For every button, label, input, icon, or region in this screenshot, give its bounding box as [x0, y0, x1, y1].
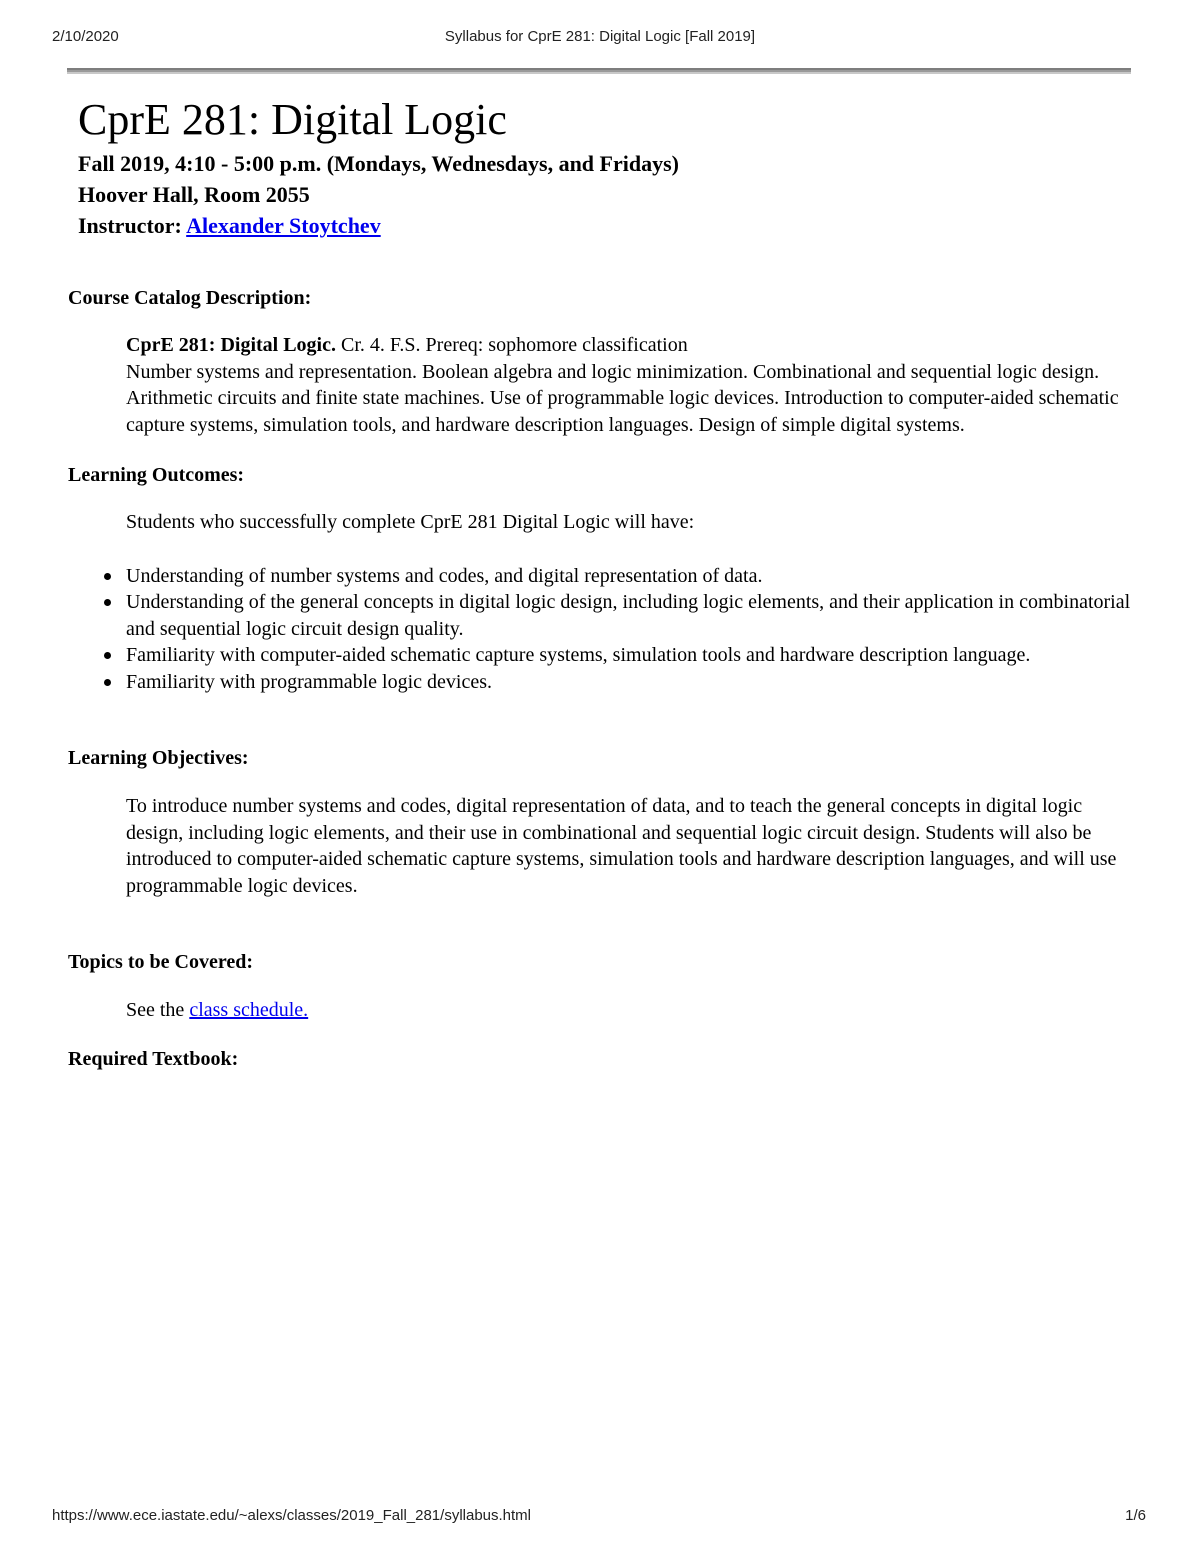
bullet-icon — [104, 679, 111, 686]
catalog-credits: Cr. 4. F.S. Prereq: sophomore classification — [336, 334, 688, 356]
list-item — [126, 589, 1138, 642]
bullet-icon — [104, 573, 111, 580]
outcome-text: Familiarity with programmable logic devices. — [126, 670, 493, 693]
course-instructor — [78, 210, 1138, 241]
course-schedule: Fall 2019, 4:10 - 5:00 p.m. (Mondays, Wednesdays, and Fridays) — [78, 151, 679, 176]
outcome-text: Understanding of the general concepts in digital logic design, including logic elements, and their application in combinatorial and sequential logic circuit design quality. — [126, 591, 1131, 640]
course-title: CprE 281: Digital Logic — [78, 95, 507, 144]
page-number: 1/6 — [1125, 1507, 1146, 1524]
topics-line — [126, 997, 1138, 1024]
outcome-text: Familiarity with computer-aided schematic capture systems, simulation tools and hardware description language. — [126, 644, 1031, 666]
textbook-heading: Required Textbook: — [68, 1047, 239, 1070]
bullet-icon — [104, 599, 111, 606]
topics-prefix: See the — [126, 999, 190, 1021]
bullet-icon — [104, 652, 111, 659]
catalog-heading: Course Catalog Description: — [68, 287, 312, 309]
objectives-text: To introduce number systems and codes, digital representation of data, and to teach the general concepts in digital logic design, including logic elements, and their use in combinational and sequential logic circuit design. Students will also be introduced to computer-aided schematic capture systems, simulation tools and hardware description languages, and will use programmable logic devices. — [126, 795, 1117, 897]
catalog-course-name: CprE 281: Digital Logic. — [126, 334, 336, 356]
print-date: 2/10/2020 — [52, 28, 119, 45]
outcome-text: Understanding of number systems and codes, and digital representation of data. — [126, 564, 763, 587]
syllabus-content — [68, 92, 1138, 1072]
outcomes-heading: Learning Outcomes: — [68, 464, 245, 486]
topics-heading: Topics to be Covered: — [68, 951, 253, 973]
catalog-description-block — [126, 332, 1138, 438]
course-masthead — [78, 92, 1138, 241]
print-header — [0, 28, 1200, 52]
outcomes-list — [68, 563, 1138, 696]
catalog-credits-line — [126, 332, 1138, 359]
instructor-link[interactable]: Alexander Stoytchev — [186, 213, 381, 238]
objectives-heading: Learning Objectives: — [68, 747, 249, 769]
class-schedule-link[interactable]: class schedule. — [189, 999, 309, 1021]
list-item — [126, 563, 1138, 590]
course-location: Hoover Hall, Room 2055 — [78, 182, 310, 207]
catalog-description: Number systems and representation. Boolean algebra and logic minimization. Combinational and sequential logic design. Arithmetic circuits and finite state machines. Use of programmable logic devices. Introduction to computer-aided schematic capture systems, simulation tools, and hardware description languages. Design of simple digital systems. — [126, 360, 1119, 436]
instructor-label: Instructor: — [78, 213, 182, 238]
header-divider — [67, 68, 1131, 74]
print-doc-title: Syllabus for CprE 281: Digital Logic [Fall 2019] — [444, 28, 756, 45]
print-footer — [0, 1507, 1200, 1531]
list-item — [126, 669, 1138, 696]
list-item — [126, 642, 1138, 669]
outcomes-intro: Students who successfully complete CprE 281 Digital Logic will have: — [126, 511, 695, 533]
print-url: https://www.ece.iastate.edu/~alexs/classes/2019_Fall_281/syllabus.html — [52, 1507, 532, 1524]
